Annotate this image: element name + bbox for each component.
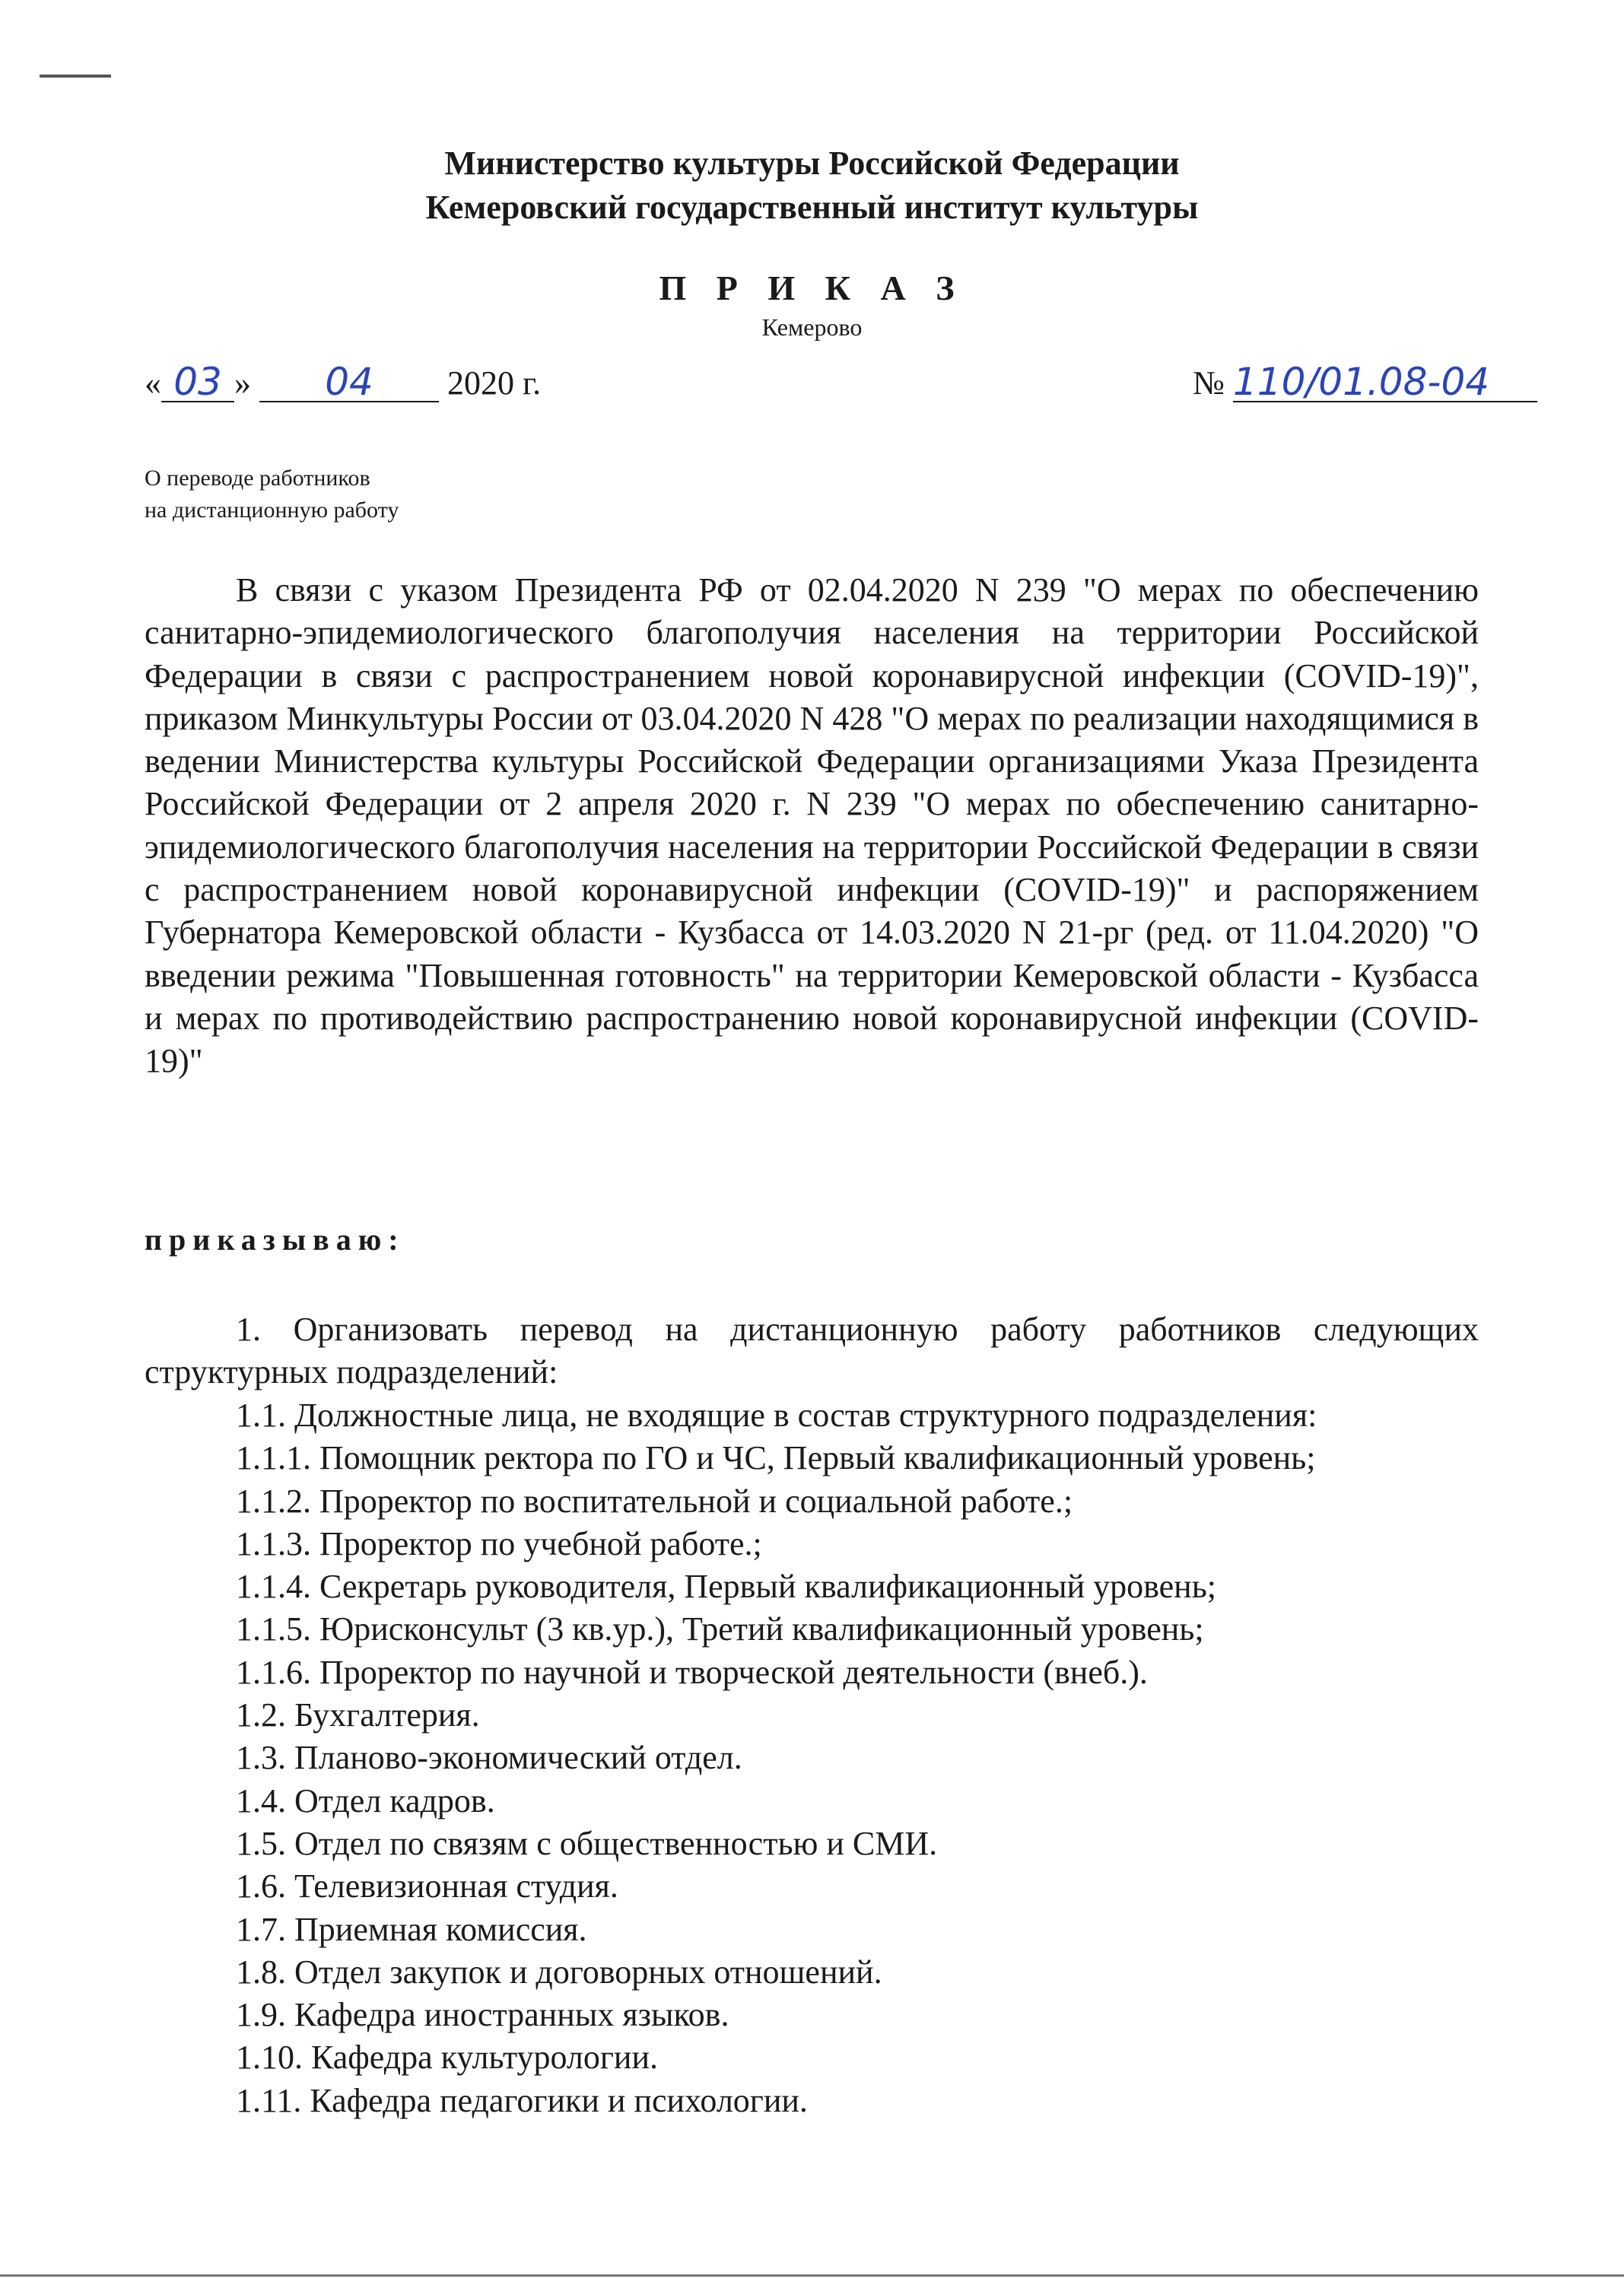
- list-item: 1.1.4. Секретарь руководителя, Первый квалификационный уровень;: [236, 1568, 1216, 1606]
- list-item: 1.1.3. Проректор по учебной работе.;: [236, 1524, 762, 1562]
- date-day-field: [161, 360, 234, 404]
- list-item: 1.7. Приемная комиссия.: [236, 1910, 587, 1948]
- order-number: [1193, 360, 1537, 404]
- date-day: 03: [173, 360, 222, 404]
- list-item: 1.6. Телевизионная студия.: [236, 1867, 618, 1905]
- institute-name: Кемеровский государственный институт культуры: [425, 189, 1199, 226]
- list-item: 1.1. Должностные лица, не входящие в состав структурного подразделения:: [236, 1397, 1317, 1434]
- list-item: 1.10. Кафедра культурологии.: [236, 2039, 659, 2077]
- item-1: 1. Организовать перевод на дистанционную работу работников следующих структурных подразделений:: [145, 1311, 1479, 1391]
- order-directive: приказываю:: [145, 1222, 405, 1257]
- document-header: [0, 141, 1624, 230]
- order-city: Кемерово: [761, 313, 863, 341]
- date-month: 04: [325, 360, 373, 404]
- order-title: П Р И К А З: [659, 269, 965, 307]
- date-month-field: [259, 360, 439, 404]
- departments-list: [236, 1394, 1483, 2122]
- number-sign: №: [1193, 364, 1225, 402]
- list-item: 1.1.6. Проректор по научной и творческой деятельности (внеб.).: [236, 1653, 1148, 1691]
- list-item: 1.3. Планово-экономический отдел.: [236, 1739, 742, 1777]
- list-item: 1.9. Кафедра иностранных языков.: [236, 1996, 729, 2034]
- scan-edge: [0, 2274, 1624, 2277]
- order-subject: [145, 462, 399, 526]
- list-item: 1.4. Отдел кадров.: [236, 1781, 495, 1820]
- subject-line-2: на дистанционную работу: [145, 497, 399, 523]
- order-date: [145, 360, 542, 404]
- date-quote-open: «: [145, 364, 161, 402]
- list-item: 1.8. Отдел закупок и договорных отношений.: [236, 1953, 882, 1991]
- date-year: 2020 г.: [447, 364, 542, 402]
- date-quote-close: »: [234, 364, 251, 402]
- list-item: 1.5. Отдел по связям с общественностью и СМИ.: [236, 1824, 938, 1862]
- scan-mark: [40, 75, 111, 78]
- number-field: [1232, 360, 1537, 404]
- subject-line-1: О переводе работников: [145, 466, 370, 491]
- list-item: 1.11. Кафедра педагогики и психологии.: [236, 2081, 808, 2119]
- list-item: 1.1.5. Юрисконсульт (3 кв.ур.), Третий квалификационный уровень;: [236, 1610, 1204, 1648]
- preamble-paragraph: В связи с указом Президента РФ от 02.04.2020 N 239 "О мерах по обеспечению санитарно-эпидемиологического благополучия населения на территории Российской Федерации в связи с распространением новой коронавирусной инфекции (COVID-19)", приказом Минкультуры России от 03.04.2020 N 428 "О мерах по реализации находящимися в ведении Министерства культуры Российской Федерации организациями Указа Президента Российской Федерации от 2 апреля 2020 г. N 239 "О мерах по обеспечению санитарно-эпидемиологического благополучия населения на территории Российской Федерации в связи с распространением новой коронавирусной инфекции (COVID-19)" и распоряжением Губернатора Кемеровской области - Кузбасса от 14.03.2020 N 21-рг (ред. от 11.04.2020) "О введении режима "Повышенная готовность" на территории Кемеровской области - Кузбасса и мерах по противодействию распространению новой коронавирусной инфекции (COVID-19)": [145, 571, 1479, 1080]
- list-item: 1.2. Бухгалтерия.: [236, 1696, 480, 1734]
- ministry-name: Министерство культуры Российской Федерации: [444, 145, 1180, 182]
- list-item: 1.1.1. Помощник ректора по ГО и ЧС, Первый квалификационный уровень;: [236, 1439, 1316, 1477]
- number-value: 110/01.08-04: [1232, 360, 1490, 404]
- list-item: 1.1.2. Проректор по воспитательной и социальной работе.;: [236, 1482, 1073, 1520]
